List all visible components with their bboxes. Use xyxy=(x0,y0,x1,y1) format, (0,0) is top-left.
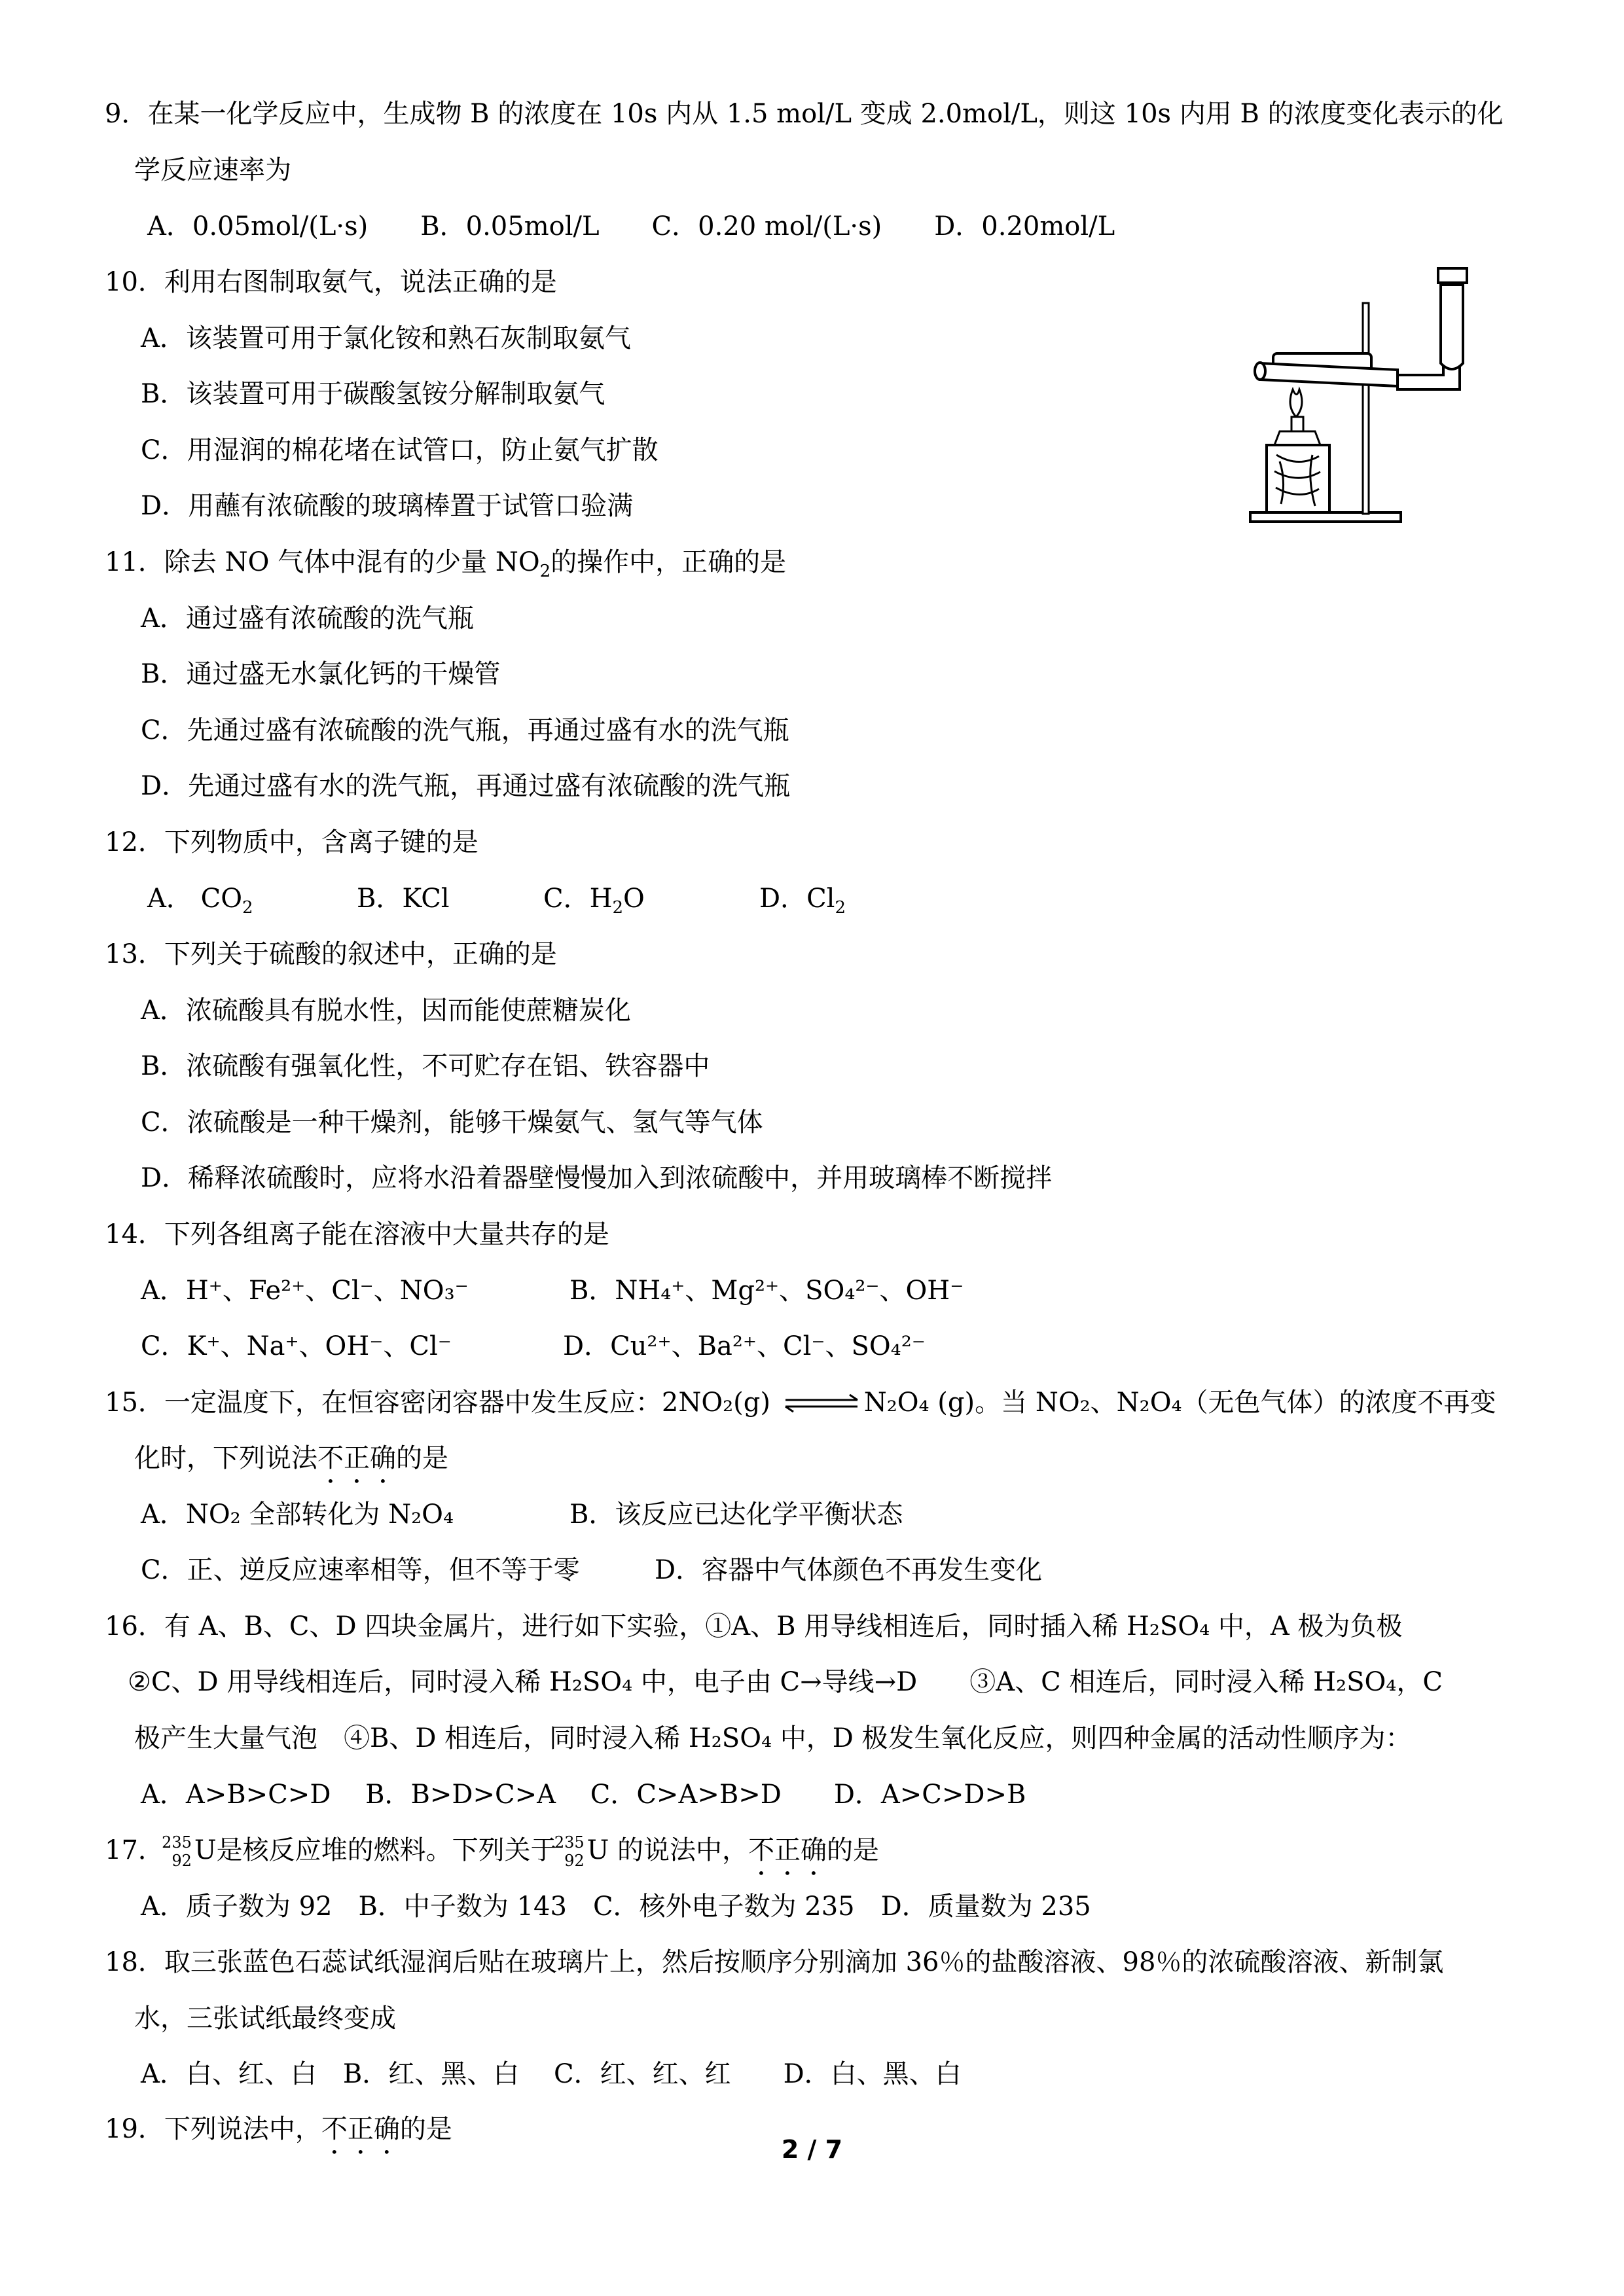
q12-option-c xyxy=(543,880,645,917)
q18-options: A．白、红、白 B．红、黑、白 C．红、红、红 D．白、黑、白 xyxy=(141,2059,962,2089)
q13-option-b: B．浓硫酸有强氧化性，不可贮存在铝、铁容器中 xyxy=(141,1051,710,1081)
q12-a-text: A． CO xyxy=(147,884,242,914)
q17-options: A．质子数为 92 B．中子数为 143 C．核外电子数为 235 D．质量数为 235 xyxy=(141,1892,1091,1922)
q10-option-a: A．该装置可用于氯化铵和熟石灰制取氨气 xyxy=(141,323,631,353)
q9-stem-line1: 9．在某一化学反应中，生成物 B 的浓度在 10s 内从 1.5 mol/L 变成 2.0mol/L，则这 10s 内用 B 的浓度变化表示的化 xyxy=(105,99,1504,129)
q15-stem-mid: N₂O₄ (g)。当 NO₂、N₂O₄（无色气体）的浓度不再变 xyxy=(863,1388,1496,1418)
q11-stem-pre: 11．除去 NO 气体中混有的少量 NO xyxy=(105,547,540,577)
q12-option-d xyxy=(759,880,846,917)
q13-option-d: D．稀释浓硫酸时，应将水沿着器壁慢慢加入到浓硫酸中，并用玻璃棒不断搅拌 xyxy=(141,1163,1053,1193)
q12-d-sub: 2 xyxy=(835,898,846,918)
q12-c-sub: 2 xyxy=(612,898,624,918)
q15-line2-post: 的是 xyxy=(396,1443,448,1473)
q15-option-b: B．该反应已达化学平衡状态 xyxy=(569,1499,903,1530)
q10-option-d: D．用蘸有浓硫酸的玻璃棒置于试管口验满 xyxy=(141,491,634,521)
page-number: 2 / 7 xyxy=(781,2135,843,2164)
q17-stem-mid: 是核反应堆的燃料。下列关于 xyxy=(216,1835,557,1865)
q15-stem-line2 xyxy=(134,1440,448,1489)
q10-stem: 10．利用右图制取氨气，说法正确的是 xyxy=(105,267,557,297)
q16-options: A．A>B>C>D B．B>D>C>A C．C>A>B>D D．A>C>D>B xyxy=(141,1780,1026,1810)
q19-stem-pre: 19．下列说法中， xyxy=(105,2114,321,2144)
q15-emphasis: 不正确 xyxy=(317,1443,396,1473)
q15-option-d: D．容器中气体颜色不再发生变化 xyxy=(655,1555,1043,1585)
q16-line3: 极产生大量气泡 ④B、D 相连后，同时浸入稀 H₂SO₄ 中，D 极发生氧化反应，则四种金属的活动性顺序为： xyxy=(134,1723,1412,1753)
q12-c-text: C．H xyxy=(543,884,613,914)
q17-stem-end: 的是 xyxy=(827,1835,880,1865)
q19-emphasis: 不正确 xyxy=(321,2114,400,2144)
q15-stem-pre: 15．一定温度下，在恒容密闭容器中发生反应：2NO₂(g) xyxy=(105,1388,779,1418)
q17-isotope-2: 235 92 xyxy=(554,1833,585,1870)
q9-options: A．0.05mol/(L·s) B．0.05mol/L C．0.20 mol/(L·s) D．0.20mol/L xyxy=(147,211,1115,242)
q14-option-c: C．K⁺、Na⁺、OH⁻、Cl⁻ xyxy=(141,1331,452,1361)
q12-a-sub: 2 xyxy=(242,898,253,918)
q14-option-d: D．Cu²⁺、Ba²⁺、Cl⁻、SO₄²⁻ xyxy=(563,1331,926,1361)
q16-line1: 16．有 A、B、C、D 四块金属片，进行如下实验，①A、B 用导线相连后，同时插入稀 H₂SO₄ 中，A 极为负极 xyxy=(105,1611,1403,1641)
q17-stem-post: U 的说法中， xyxy=(586,1835,749,1865)
q12-option-a xyxy=(147,880,253,917)
q11-option-d: D．先通过盛有水的洗气瓶，再通过盛有浓硫酸的洗气瓶 xyxy=(141,771,791,801)
q13-option-a: A．浓硫酸具有脱水性，因而能使蔗糖炭化 xyxy=(141,996,631,1026)
q14-option-a: A．H⁺、Fe²⁺、Cl⁻、NO₃⁻ xyxy=(141,1276,469,1306)
q15-line2-pre: 化时，下列说法 xyxy=(134,1443,317,1473)
q12-c-post: O xyxy=(623,884,645,914)
q16-line2: ②C、D 用导线相连后，同时浸入稀 H₂SO₄ 中，电子由 C→导线→D ③A、C 相连后，同时浸入稀 H₂SO₄，C xyxy=(128,1667,1443,1697)
q15-option-c: C．正、逆反应速率相等，但不等于零 xyxy=(141,1555,580,1585)
q17-num: 17． xyxy=(105,1835,164,1865)
q11-stem xyxy=(105,544,786,581)
q12-stem: 12．下列物质中，含离子键的是 xyxy=(105,827,478,857)
q18-line2: 水，三张试纸最终变成 xyxy=(134,2003,396,2034)
q19-stem-post: 的是 xyxy=(399,2114,452,2144)
q11-stem-post: 的操作中，正确的是 xyxy=(550,547,787,577)
ammonia-apparatus-figure xyxy=(1247,265,1489,527)
equilibrium-arrow-icon xyxy=(779,1384,864,1421)
q12-d-text: D．Cl xyxy=(759,884,835,914)
q15-option-a: A．NO₂ 全部转化为 N₂O₄ xyxy=(141,1499,454,1530)
q18-line1: 18．取三张蓝色石蕊试纸湿润后贴在玻璃片上，然后按顺序分别滴加 36％的盐酸溶液、98％的浓硫酸溶液、新制氯 xyxy=(105,1947,1444,1977)
q12-option-b: B．KCl xyxy=(357,884,450,914)
q13-stem: 13．下列关于硫酸的叙述中，正确的是 xyxy=(105,939,557,969)
q9-stem-line2: 学反应速率为 xyxy=(134,155,291,185)
q17-symbol: U xyxy=(194,1835,217,1865)
q17-emphasis: 不正确 xyxy=(748,1835,827,1865)
q10-option-c: C．用湿润的棉花堵在试管口，防止氨气扩散 xyxy=(141,435,659,465)
q14-stem: 14．下列各组离子能在溶液中大量共存的是 xyxy=(105,1219,609,1249)
q14-option-b: B．NH₄⁺、Mg²⁺、SO₄²⁻、OH⁻ xyxy=(569,1276,964,1306)
q11-stem-sub: 2 xyxy=(539,562,551,581)
q11-option-a: A．通过盛有浓硫酸的洗气瓶 xyxy=(141,603,474,634)
q17-stem xyxy=(105,1832,879,1881)
q11-option-b: B．通过盛无水氯化钙的干燥管 xyxy=(141,659,501,689)
q15-stem-line1 xyxy=(105,1384,1496,1421)
q10-option-b: B．该装置可用于碳酸氢铵分解制取氨气 xyxy=(141,379,605,409)
q13-option-c: C．浓硫酸是一种干燥剂，能够干燥氨气、氢气等气体 xyxy=(141,1107,763,1138)
q17-isotope-1: 235 92 xyxy=(162,1833,192,1870)
q11-option-c: C．先通过盛有浓硫酸的洗气瓶，再通过盛有水的洗气瓶 xyxy=(141,715,789,745)
